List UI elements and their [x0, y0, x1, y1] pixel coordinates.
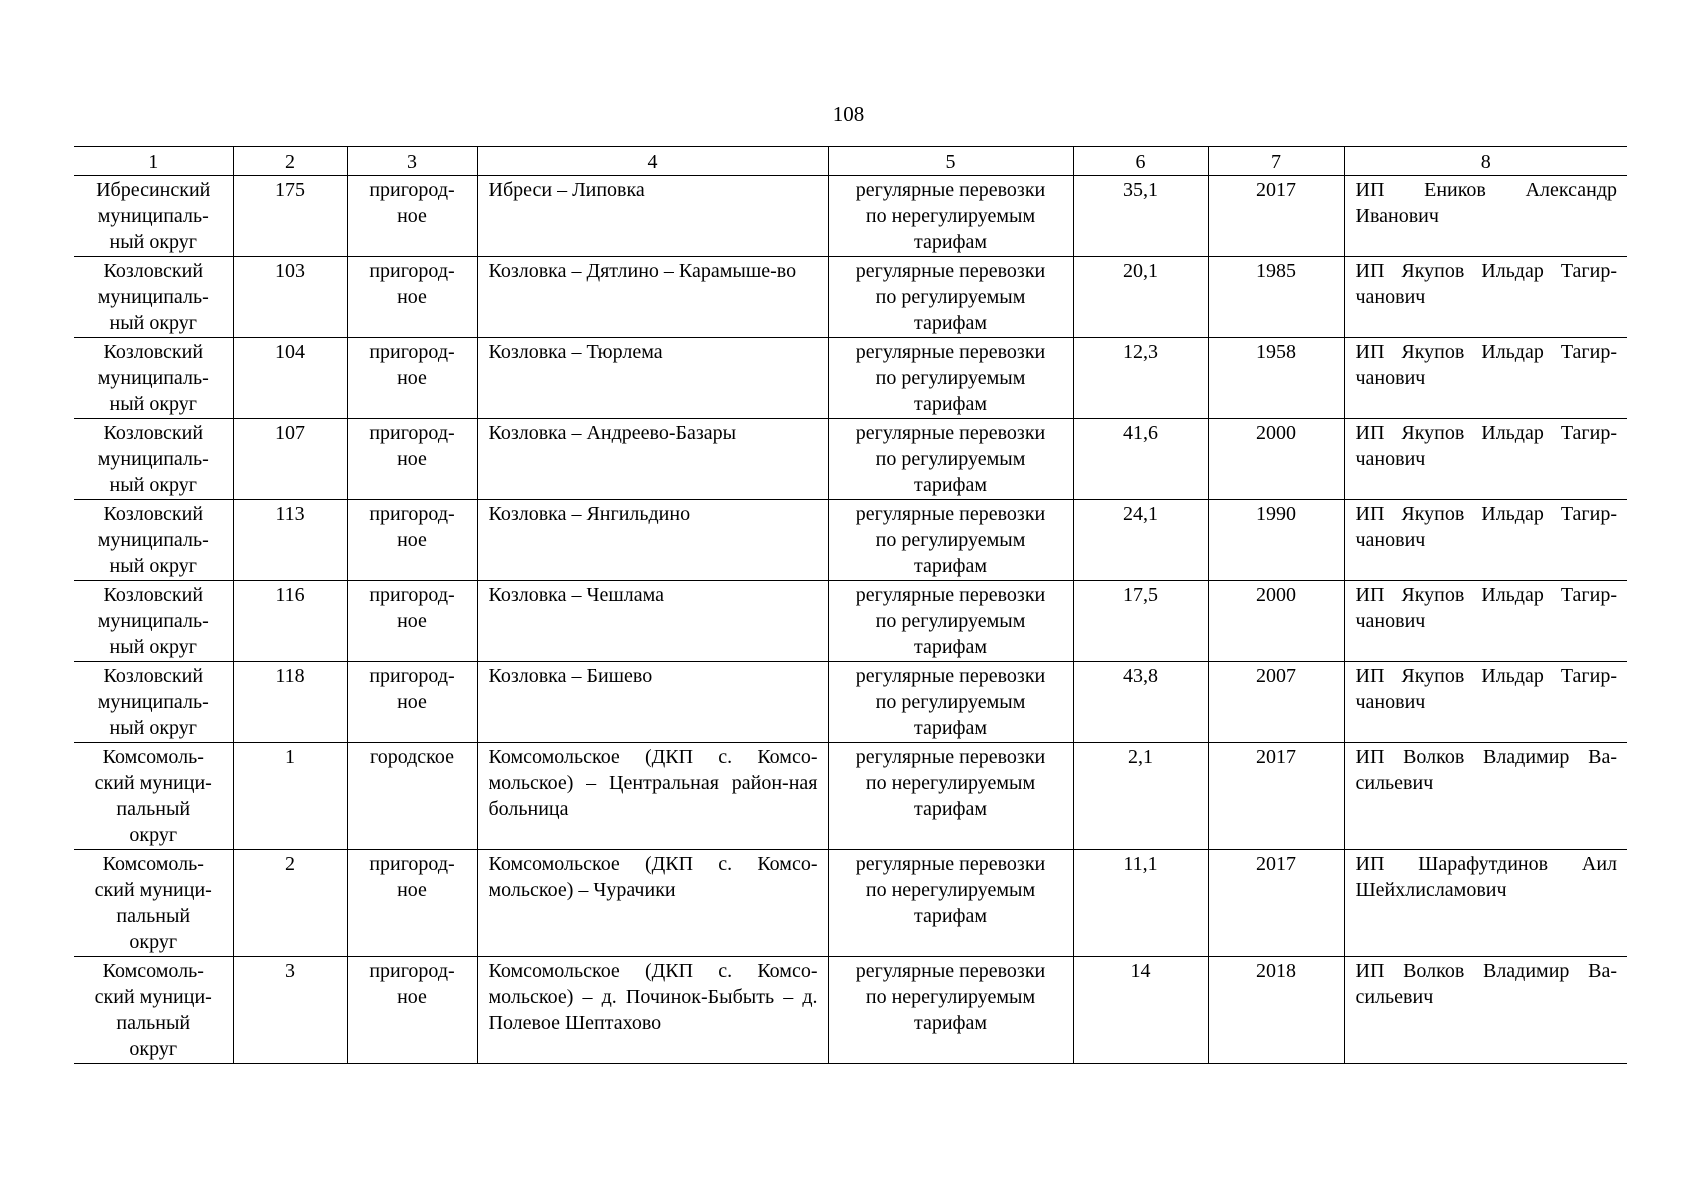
route-length-cell: 20,1: [1073, 257, 1208, 338]
operator-cell: ИП Волков Владимир Ва-сильевич: [1344, 957, 1627, 1064]
district-cell: [74, 743, 233, 850]
district-cell-line: ный округ: [109, 717, 197, 739]
table-body: [74, 176, 1627, 1064]
routes-table: [74, 146, 1627, 1064]
transport-mode-cell-line: по нерегулируемым: [865, 205, 1036, 227]
district-cell-line: Козловский: [103, 584, 204, 606]
route-type-cell: [347, 662, 477, 743]
transport-mode-cell-line: тарифам: [913, 798, 988, 820]
district-cell-line: Козловский: [103, 260, 204, 282]
route-type-cell-line: ное: [397, 367, 427, 389]
district-cell-line: муниципаль-: [97, 529, 209, 551]
route-type-cell: [347, 957, 477, 1064]
operator-cell: ИП Шарафутдинов Аил Шейхлисламович: [1344, 850, 1627, 957]
district-cell-line: пальный: [116, 1012, 191, 1034]
district-cell-line: муниципаль-: [97, 286, 209, 308]
operator-cell: ИП Волков Владимир Ва-сильевич: [1344, 743, 1627, 850]
column-header: 7: [1208, 147, 1344, 176]
route-name-cell: Комсомольское (ДКП с. Комсо-мольское) – Центральная район-ная больница: [477, 743, 828, 850]
table-row: [74, 743, 1627, 850]
route-type-cell-line: ное: [397, 691, 427, 713]
operator-cell: ИП Якупов Ильдар Тагир-чанович: [1344, 419, 1627, 500]
transport-mode-cell-line: регулярные перевозки: [855, 665, 1046, 687]
start-year-cell: 1990: [1208, 500, 1344, 581]
route-type-cell: [347, 419, 477, 500]
table-row: [74, 419, 1627, 500]
route-type-cell-line: ное: [397, 286, 427, 308]
route-type-cell-line: пригород-: [369, 179, 455, 201]
district-cell-line: Козловский: [103, 665, 204, 687]
route-name-cell: Козловка – Тюрлема: [477, 338, 828, 419]
transport-mode-cell-line: регулярные перевозки: [855, 746, 1046, 768]
transport-mode-cell-line: тарифам: [913, 474, 988, 496]
district-cell-line: Комсомоль-: [102, 746, 204, 768]
district-cell: [74, 957, 233, 1064]
transport-mode-cell-line: тарифам: [913, 717, 988, 739]
district-cell-line: муниципаль-: [97, 610, 209, 632]
transport-mode-cell: [828, 957, 1073, 1064]
column-header: 3: [347, 147, 477, 176]
route-number-cell: 1: [233, 743, 347, 850]
start-year-cell: 1985: [1208, 257, 1344, 338]
district-cell-line: ный округ: [109, 474, 197, 496]
district-cell-line: Комсомоль-: [102, 960, 204, 982]
route-type-cell-line: ное: [397, 448, 427, 470]
district-cell-line: ский муници-: [94, 879, 212, 901]
table-row: [74, 957, 1627, 1064]
route-number-cell: 3: [233, 957, 347, 1064]
transport-mode-cell-line: тарифам: [913, 555, 988, 577]
route-type-cell-line: пригород-: [369, 260, 455, 282]
route-name-cell: Комсомольское (ДКП с. Комсо-мольское) – Чурачики: [477, 850, 828, 957]
route-name-cell: Козловка – Янгильдино: [477, 500, 828, 581]
route-length-cell: 14: [1073, 957, 1208, 1064]
table-row: [74, 662, 1627, 743]
district-cell-line: Козловский: [103, 503, 204, 525]
route-number-cell: 118: [233, 662, 347, 743]
route-type-cell-line: ное: [397, 879, 427, 901]
route-name-cell: Козловка – Чешлама: [477, 581, 828, 662]
transport-mode-cell: [828, 257, 1073, 338]
district-cell-line: муниципаль-: [97, 367, 209, 389]
route-number-cell: 113: [233, 500, 347, 581]
route-type-cell: [347, 581, 477, 662]
district-cell-line: Ибресинский: [96, 179, 211, 201]
route-name-cell: Козловка – Бишево: [477, 662, 828, 743]
district-cell-line: ный округ: [109, 636, 197, 658]
table-row: [74, 176, 1627, 257]
route-name-cell: Козловка – Андреево-Базары: [477, 419, 828, 500]
route-length-cell: 2,1: [1073, 743, 1208, 850]
route-length-cell: 17,5: [1073, 581, 1208, 662]
transport-mode-cell-line: тарифам: [913, 905, 988, 927]
start-year-cell: 2007: [1208, 662, 1344, 743]
transport-mode-cell-line: тарифам: [913, 393, 988, 415]
transport-mode-cell-line: регулярные перевозки: [855, 960, 1046, 982]
route-number-cell: 2: [233, 850, 347, 957]
district-cell-line: ский муници-: [94, 986, 212, 1008]
transport-mode-cell-line: регулярные перевозки: [855, 584, 1046, 606]
start-year-cell: 2017: [1208, 176, 1344, 257]
district-cell-line: Комсомоль-: [102, 853, 204, 875]
column-header: 6: [1073, 147, 1208, 176]
transport-mode-cell: [828, 338, 1073, 419]
route-number-cell: 107: [233, 419, 347, 500]
district-cell-line: муниципаль-: [97, 691, 209, 713]
route-length-cell: 41,6: [1073, 419, 1208, 500]
route-type-cell-line: ное: [397, 205, 427, 227]
route-type-cell-line: пригород-: [369, 341, 455, 363]
transport-mode-cell: [828, 500, 1073, 581]
transport-mode-cell-line: регулярные перевозки: [855, 341, 1046, 363]
transport-mode-cell: [828, 419, 1073, 500]
operator-cell: ИП Якупов Ильдар Тагир-чанович: [1344, 257, 1627, 338]
transport-mode-cell-line: регулярные перевозки: [855, 503, 1046, 525]
district-cell-line: пальный: [116, 798, 191, 820]
transport-mode-cell-line: по регулируемым: [875, 286, 1026, 308]
route-name-cell: Ибреси – Липовка: [477, 176, 828, 257]
route-type-cell: [347, 850, 477, 957]
page-number: 108: [832, 102, 865, 126]
column-header: 2: [233, 147, 347, 176]
column-header: 5: [828, 147, 1073, 176]
district-cell-line: округ: [129, 931, 178, 953]
district-cell: [74, 581, 233, 662]
district-cell-line: ный округ: [109, 312, 197, 334]
route-number-cell: 103: [233, 257, 347, 338]
table-row: [74, 581, 1627, 662]
transport-mode-cell-line: тарифам: [913, 1012, 988, 1034]
district-cell-line: ный округ: [109, 555, 197, 577]
table-row: [74, 338, 1627, 419]
route-name-cell: Комсомольское (ДКП с. Комсо-мольское) – д. Починок-Быбыть – д. Полевое Шептахово: [477, 957, 828, 1064]
start-year-cell: 2017: [1208, 850, 1344, 957]
transport-mode-cell-line: регулярные перевозки: [855, 179, 1046, 201]
district-cell: [74, 419, 233, 500]
start-year-cell: 2000: [1208, 419, 1344, 500]
transport-mode-cell-line: регулярные перевозки: [855, 260, 1046, 282]
route-type-cell: [347, 743, 477, 850]
transport-mode-cell: [828, 850, 1073, 957]
route-name-cell: Козловка – Дятлино – Карамыше-во: [477, 257, 828, 338]
transport-mode-cell-line: по регулируемым: [875, 610, 1026, 632]
route-number-cell: 175: [233, 176, 347, 257]
district-cell-line: пальный: [116, 905, 191, 927]
route-type-cell-line: пригород-: [369, 422, 455, 444]
transport-mode-cell-line: регулярные перевозки: [855, 853, 1046, 875]
district-cell-line: муниципаль-: [97, 205, 209, 227]
route-type-cell-line: пригород-: [369, 503, 455, 525]
operator-cell: ИП Якупов Ильдар Тагир-чанович: [1344, 581, 1627, 662]
table-row: [74, 500, 1627, 581]
transport-mode-cell-line: тарифам: [913, 636, 988, 658]
start-year-cell: 2018: [1208, 957, 1344, 1064]
route-type-cell-line: пригород-: [369, 584, 455, 606]
district-cell: [74, 500, 233, 581]
operator-cell: ИП Якупов Ильдар Тагир-чанович: [1344, 500, 1627, 581]
district-cell-line: ский муници-: [94, 772, 212, 794]
transport-mode-cell-line: по нерегулируемым: [865, 879, 1036, 901]
transport-mode-cell-line: по регулируемым: [875, 367, 1026, 389]
transport-mode-cell: [828, 581, 1073, 662]
route-type-cell: [347, 338, 477, 419]
route-length-cell: 24,1: [1073, 500, 1208, 581]
start-year-cell: 2000: [1208, 581, 1344, 662]
district-cell: [74, 338, 233, 419]
table-row: [74, 850, 1627, 957]
route-type-cell-line: пригород-: [369, 665, 455, 687]
transport-mode-cell-line: по нерегулируемым: [865, 986, 1036, 1008]
route-number-cell: 116: [233, 581, 347, 662]
start-year-cell: 2017: [1208, 743, 1344, 850]
transport-mode-cell: [828, 662, 1073, 743]
transport-mode-cell-line: регулярные перевозки: [855, 422, 1046, 444]
route-type-cell: [347, 500, 477, 581]
district-cell-line: округ: [129, 824, 178, 846]
route-type-cell-line: пригород-: [369, 960, 455, 982]
transport-mode-cell-line: тарифам: [913, 312, 988, 334]
district-cell-line: ный округ: [109, 393, 197, 415]
district-cell: [74, 257, 233, 338]
route-type-cell-line: городское: [369, 746, 454, 768]
district-cell: [74, 662, 233, 743]
route-length-cell: 43,8: [1073, 662, 1208, 743]
column-header: 4: [477, 147, 828, 176]
transport-mode-cell-line: по регулируемым: [875, 529, 1026, 551]
header-row: [74, 147, 1627, 176]
district-cell: [74, 176, 233, 257]
district-cell-line: Козловский: [103, 422, 204, 444]
district-cell-line: муниципаль-: [97, 448, 209, 470]
district-cell-line: Козловский: [103, 341, 204, 363]
start-year-cell: 1958: [1208, 338, 1344, 419]
route-number-cell: 104: [233, 338, 347, 419]
table-row: [74, 257, 1627, 338]
route-type-cell: [347, 257, 477, 338]
operator-cell: ИП Якупов Ильдар Тагир-чанович: [1344, 338, 1627, 419]
district-cell: [74, 850, 233, 957]
transport-mode-cell-line: по регулируемым: [875, 691, 1026, 713]
district-cell-line: округ: [129, 1038, 178, 1060]
operator-cell: ИП Еников Александр Иванович: [1344, 176, 1627, 257]
column-header: 8: [1344, 147, 1627, 176]
transport-mode-cell: [828, 743, 1073, 850]
transport-mode-cell-line: по регулируемым: [875, 448, 1026, 470]
transport-mode-cell: [828, 176, 1073, 257]
route-type-cell-line: ное: [397, 986, 427, 1008]
route-length-cell: 11,1: [1073, 850, 1208, 957]
route-length-cell: 12,3: [1073, 338, 1208, 419]
route-type-cell-line: ное: [397, 610, 427, 632]
route-length-cell: 35,1: [1073, 176, 1208, 257]
transport-mode-cell-line: тарифам: [913, 231, 988, 253]
transport-mode-cell-line: по нерегулируемым: [865, 772, 1036, 794]
district-cell-line: ный округ: [109, 231, 197, 253]
route-type-cell-line: пригород-: [369, 853, 455, 875]
operator-cell: ИП Якупов Ильдар Тагир-чанович: [1344, 662, 1627, 743]
route-type-cell-line: ное: [397, 529, 427, 551]
route-type-cell: [347, 176, 477, 257]
column-header: 1: [74, 147, 233, 176]
